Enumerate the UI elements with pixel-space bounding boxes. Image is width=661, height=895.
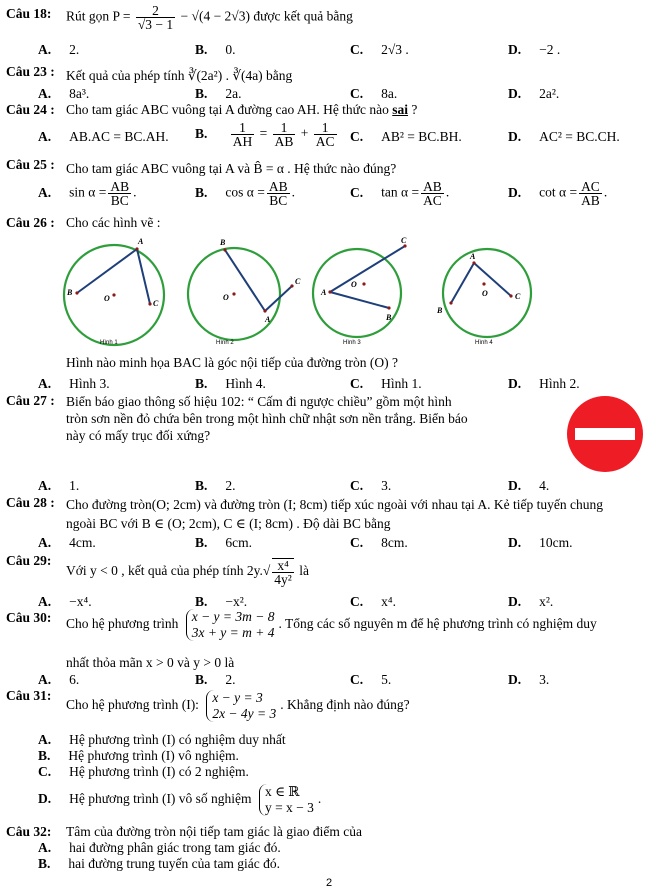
figure-2	[188, 238, 301, 346]
q18-option-d[interactable]: D. −2 .	[508, 42, 561, 57]
q25-option-b[interactable]: B. cos α = $\frac{AB}{BC}$ .	[195, 179, 295, 208]
q18-stem: Rút gọn P = $\frac{2}{√3 - 1}$ − √(4 − 2√3) được kết quả bằng	[66, 3, 353, 32]
q32-stem: Tâm của đường tròn nội tiếp tam giác là giao điểm của	[66, 824, 362, 839]
q30-stem-line2: nhất thỏa mãn x > 0 và y > 0 là	[66, 655, 235, 670]
q26-question: Hình nào minh họa BAC là góc nội tiếp của đường tròn (O) ?	[66, 355, 399, 370]
q25-option-c[interactable]: C. tan α = $\frac{AB}{AC}$ .	[350, 179, 450, 208]
q30-stem: Cho hệ phương trình x − y = 3m − 8 3x + y = m + 4. Tổng các số nguyên m để hệ phương trình có nghiệm duy	[66, 609, 597, 640]
figure-caption-3: Hình 3	[343, 340, 361, 346]
q28-option-d[interactable]: D. 10cm.	[508, 535, 573, 550]
q23-label: Câu 23 :	[6, 64, 55, 79]
q30-option-c[interactable]: C. 5.	[350, 672, 392, 687]
q23-option-d[interactable]: D. 2a².	[508, 86, 560, 101]
point-a-4: A	[470, 252, 476, 261]
q30-label: Câu 30:	[6, 610, 52, 625]
q27-stem: Biển báo giao thông số hiệu 102: “ Cấm đi ngược chiều” gồm một hình tròn sơn nền đỏ chứa bên trong một hình chữ nhật sơn nền trắng. Biển báo này có mấy trục đối xứng?	[66, 394, 468, 443]
q28-option-c[interactable]: C. 8cm.	[350, 535, 408, 550]
q26-option-c[interactable]: C. Hình 1.	[350, 376, 422, 391]
q18-fraction: $\frac{2}{√3 - 1}$	[137, 3, 174, 32]
q24-option-b[interactable]: B. $\frac{1}{AH}$ = $\frac{1}{AB}$ + $\frac{1}{AC}$	[195, 120, 335, 149]
point-o-2: O	[223, 293, 229, 302]
chord-ab-1	[77, 249, 137, 293]
point-a-2: A	[265, 315, 271, 324]
figure-caption-4: Hình 4	[475, 340, 493, 346]
chord-ac-4	[474, 263, 511, 296]
q25-label: Câu 25 :	[6, 157, 55, 172]
figure-caption-2: Hình 2	[216, 340, 234, 346]
point-a-1: A	[138, 237, 144, 246]
q29-option-d[interactable]: D. x².	[508, 594, 554, 609]
q24-option-d[interactable]: D. AC² = BC.CH.	[508, 129, 620, 144]
q32-label: Câu 32:	[6, 824, 52, 839]
q23-option-c[interactable]: C. 8a.	[350, 86, 398, 101]
q32-option-a[interactable]: A. hai đường phân giác trong tam giác đó.	[38, 840, 281, 855]
chord-ab-2	[225, 250, 265, 311]
q30-system: x − y = 3m − 8 3x + y = m + 4	[186, 609, 275, 641]
center-dot-2	[232, 292, 235, 295]
sign-bar	[575, 428, 635, 440]
q27-option-c[interactable]: C. 3.	[350, 478, 392, 493]
q29-stem: Với y < 0 , kết quả của phép tính 2y.√ $\frac{\text{x⁴}}{\text{4y²}}$ là	[66, 558, 309, 587]
q18-label: Câu 18:	[6, 6, 52, 21]
q29-option-b[interactable]: B. −x².	[195, 594, 248, 609]
q32-option-b[interactable]: B. hai đường trung tuyến của tam giác đó.	[38, 856, 281, 871]
figure-4	[436, 249, 531, 346]
point-b-3: B	[386, 313, 392, 322]
q31-option-a[interactable]: A. Hệ phương trình (I) có nghiệm duy nhất	[38, 732, 286, 747]
point-c-1: C	[153, 299, 159, 308]
q24-stem: Cho tam giác ABC vuông tại A đường cao AH. Hệ thức nào sai ?	[66, 102, 418, 117]
point-o-4: O	[482, 289, 488, 298]
q26-stem: Cho các hình vẽ :	[66, 215, 161, 230]
point-c-4: C	[515, 292, 521, 301]
chord-ab-4	[451, 263, 474, 303]
q28-option-a[interactable]: A. 4cm.	[38, 535, 96, 550]
q24-option-c[interactable]: C. AB² = BC.BH.	[350, 129, 462, 144]
center-dot-1	[112, 293, 115, 296]
point-b-4: B	[437, 306, 443, 315]
q28-label: Câu 28 :	[6, 495, 55, 510]
q25-stem: Cho tam giác ABC vuông tại A và B̂ = α . Hệ thức nào đúng?	[66, 161, 397, 176]
q27-option-b[interactable]: B. 2.	[195, 478, 236, 493]
q31-option-b[interactable]: B. Hệ phương trình (I) vô nghiệm.	[38, 748, 239, 763]
q31-option-d[interactable]: D. Hệ phương trình (I) vô số nghiệm x ∈ ℝ y = x − 3.	[38, 784, 322, 815]
q29-option-c[interactable]: C. x⁴.	[350, 594, 396, 609]
q31-stem: Cho hệ phương trình (I): x − y = 3 2x − 4y = 3. Khẳng định nào đúng?	[66, 690, 410, 721]
q26-option-b[interactable]: B. Hình 4.	[195, 376, 266, 391]
q26-label: Câu 26 :	[6, 215, 55, 230]
q28-stem: Cho đường tròn(O; 2cm) và đường tròn (I; 8cm) tiếp xúc ngoài với nhau tại A. Kẻ tiếp tuyến chung ngoài BC với B ∈ (O; 2cm), C ∈ (I; 8cm) . Độ dài BC bằng	[66, 497, 603, 531]
q18-option-b[interactable]: B. 0.	[195, 42, 236, 57]
point-b-2: B	[220, 238, 226, 247]
q24-label: Câu 24 :	[6, 102, 55, 117]
q31-system: x − y = 3 2x − 4y = 3	[206, 690, 276, 722]
q31-label: Câu 31:	[6, 688, 52, 703]
point-o-1: O	[104, 294, 110, 303]
figure-3	[313, 236, 407, 346]
q29-label: Câu 29:	[6, 553, 52, 568]
q23-option-b[interactable]: B. 2a.	[195, 86, 242, 101]
point-c-3: C	[401, 236, 407, 245]
q23-option-a[interactable]: A. 8a³.	[38, 86, 90, 101]
q30-option-d[interactable]: D. 3.	[508, 672, 550, 687]
q26-figures	[60, 232, 620, 347]
page-number: 2	[326, 877, 333, 889]
q26-option-a[interactable]: A. Hình 3.	[38, 376, 110, 391]
q29-option-a[interactable]: A. −x⁴.	[38, 594, 92, 609]
center-dot-3	[362, 282, 365, 285]
q30-option-b[interactable]: B. 2.	[195, 672, 236, 687]
q18-option-c[interactable]: C. 2√3 .	[350, 42, 409, 57]
q27-label: Câu 27 :	[6, 393, 55, 408]
no-entry-sign	[565, 394, 645, 474]
q31-option-c[interactable]: C. Hệ phương trình (I) có 2 nghiệm.	[38, 764, 249, 779]
q25-option-a[interactable]: A. sin α = $\frac{AB}{BC}$ .	[38, 179, 137, 208]
q24-option-a[interactable]: A. AB.AC = BC.AH.	[38, 129, 169, 144]
point-o-3: O	[351, 280, 357, 289]
point-a-3: A	[321, 288, 327, 297]
q27-option-a[interactable]: A. 1.	[38, 478, 80, 493]
point-b-1: B	[67, 288, 73, 297]
q30-option-a[interactable]: A. 6.	[38, 672, 80, 687]
q18-option-a[interactable]: A. 2.	[38, 42, 80, 57]
q23-stem: Kết quả của phép tính ∛(2a²) . ∛(4a) bằng	[66, 68, 293, 83]
q26-option-d[interactable]: D. Hình 2.	[508, 376, 580, 391]
q25-option-d[interactable]: D. cot α = $\frac{AC}{AB}$ .	[508, 179, 608, 208]
q28-option-b[interactable]: B. 6cm.	[195, 535, 253, 550]
chord-ab-3	[330, 292, 389, 308]
point-c-2: C	[295, 277, 301, 286]
center-dot-4	[482, 282, 485, 285]
figure-caption-1: Hình 1	[100, 340, 118, 346]
q27-option-d[interactable]: D. 4.	[508, 478, 550, 493]
figure-1	[64, 237, 164, 346]
